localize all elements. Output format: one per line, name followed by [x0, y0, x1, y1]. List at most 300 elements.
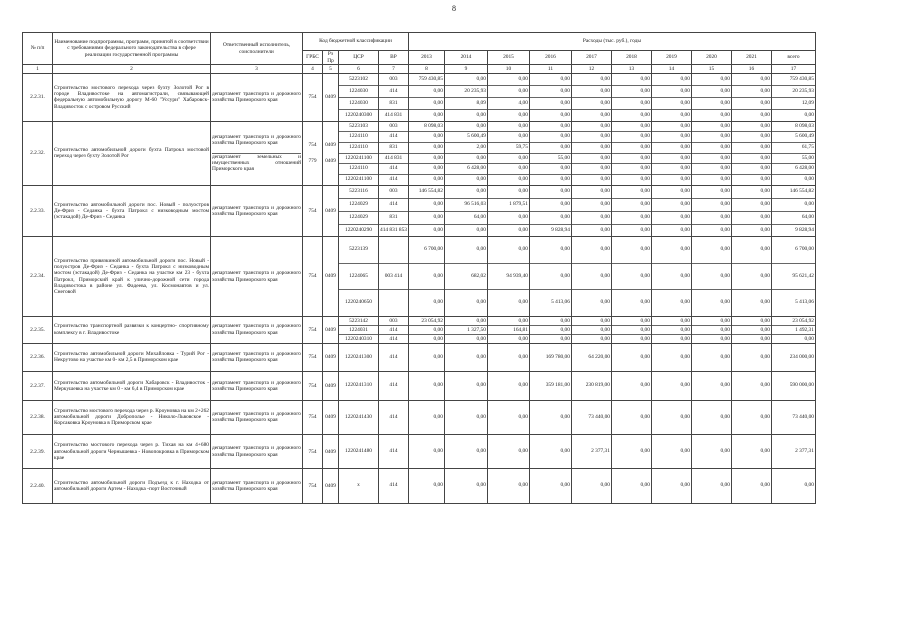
cell-value: 0,00: [488, 132, 529, 143]
cell-value: 55,00: [772, 154, 815, 165]
cell-value: 0,00: [518, 447, 528, 454]
cell-value: 0,00: [518, 353, 528, 360]
row-v2020: [691, 74, 731, 122]
row-v2019: [651, 434, 691, 468]
cell-value: 0,00: [409, 86, 444, 98]
cell-value: 0,00: [720, 176, 730, 183]
column-number: 16: [731, 65, 771, 74]
cell-value: 0,00: [680, 111, 690, 118]
cell-value: 590 000,00: [789, 382, 814, 389]
cell-value: 414 831: [384, 111, 403, 118]
cell-value: 0,00: [804, 482, 814, 489]
cell-value: 0,00: [732, 98, 771, 110]
cell-value: 0,00: [488, 74, 529, 86]
row-total: [771, 372, 815, 400]
cell-value: 0,00: [518, 176, 528, 183]
row-v2017: [571, 372, 611, 400]
row-total: [771, 316, 815, 343]
cell-value: 0,00: [600, 335, 610, 342]
cell-value: 0,00: [560, 111, 570, 118]
cell-value: 0,00: [518, 111, 528, 118]
cell-value: 0,00: [612, 237, 651, 263]
row-executor: [211, 316, 303, 343]
cell-value: 0,00: [804, 176, 814, 183]
rzpr-value: 0409: [325, 448, 336, 455]
cell-value: x: [357, 482, 360, 489]
row-v2013: [408, 237, 444, 316]
row-number: 2.2.33.: [23, 185, 53, 237]
cell-value: 0,00: [530, 199, 571, 212]
table-row: [23, 185, 816, 237]
row-v2013: [408, 121, 444, 185]
row-v2018: [611, 121, 651, 185]
row-v2016: [529, 121, 571, 185]
cell-value: 0,00: [640, 111, 650, 118]
cell-value: 414: [379, 132, 408, 143]
rzpr-value: 0409: [325, 273, 336, 280]
cell-value: 0,00: [518, 482, 528, 489]
row-grbs: [303, 372, 323, 400]
cell-value: 0,00: [433, 482, 443, 489]
cell-value: 95 621,42: [772, 264, 815, 290]
row-v2020: [691, 316, 731, 343]
cell-value: [379, 290, 408, 315]
cell-value: 0,00: [652, 317, 691, 326]
row-rzpr: [323, 121, 339, 185]
row-v2018: [611, 400, 651, 434]
cell-value: 0,00: [612, 98, 651, 110]
cell-value: 5223139: [339, 237, 378, 263]
row-number: 2.2.39.: [23, 434, 53, 468]
row-csr: [339, 316, 379, 343]
grbs-value: 754: [308, 448, 317, 455]
row-v2018: [611, 343, 651, 371]
cell-value: 0,00: [732, 143, 771, 154]
cell-value: 23 054,92: [772, 317, 815, 326]
cell-value: 0,00: [600, 482, 610, 489]
row-name: Строительство привязкиной автомобильной дороги пос. Новый - полуостров Де-Фриз - Седанка - бухта Патрокл с низководным мостом (эстакадой) Де-Фриз - Седанка на участке км 23 - бухта Патрокл, Приморский край к улично-дорожной сети города Владивостока в районе ул. Фадеева, ул. Космонавтов и ул. Снеговой: [53, 237, 211, 316]
cell-value: 0,00: [732, 199, 771, 212]
cell-value: 164,81: [488, 326, 529, 335]
row-v2017: [571, 316, 611, 343]
row-v2015: [487, 185, 529, 237]
cell-value: 0,00: [760, 482, 770, 489]
cell-value: 1224110: [339, 164, 378, 175]
cell-value: 1220240650: [345, 299, 372, 306]
row-v2017: [571, 469, 611, 503]
cell-value: 0,00: [409, 98, 444, 110]
cell-value: 0,00: [692, 264, 731, 290]
cell-value: 61,75: [772, 143, 815, 154]
row-v2017: [571, 121, 611, 185]
cell-value: 0,00: [572, 164, 611, 175]
row-vr: [379, 434, 409, 468]
cell-value: 0,00: [572, 264, 611, 290]
cell-value: 0,00: [433, 176, 443, 183]
cell-value: 0,00: [640, 413, 650, 420]
cell-value: 0,00: [433, 299, 443, 306]
cell-value: 0,00: [488, 122, 529, 133]
cell-value: 759 430,85: [409, 74, 444, 86]
cell-value: 414: [389, 382, 398, 389]
cell-value: 5 600,49: [772, 132, 815, 143]
cell-value: 0,00: [612, 199, 651, 212]
row-name: Строительство автомобильной дороги пос. Новый - полуостров Де-Фриз - Седанка - бухта Патрокл с низководным мостом (эстакадой) Де-Фриз - Седанка: [53, 185, 211, 237]
executor-text: департамент транспорта и дорожного хозяйства Приморского края: [212, 204, 301, 218]
header-executor: Ответственный исполнитель, соисполнители: [211, 33, 303, 65]
cell-value: 1220241100: [339, 154, 378, 165]
cell-value: 0,00: [692, 164, 731, 175]
cell-value: 94 939,40: [488, 264, 529, 290]
cell-value: 0,00: [732, 237, 771, 263]
cell-value: 0,00: [476, 413, 486, 420]
cell-value: 414: [389, 413, 398, 420]
cell-value: 0,00: [518, 335, 528, 342]
cell-value: 0,00: [572, 317, 611, 326]
column-number: 17: [771, 65, 815, 74]
cell-value: 0,00: [530, 164, 571, 175]
row-name: Строительство автомобильной дороги Михайловка - Турий Рог - Некрутово на участке км 0- км 2,5 в Приморском крае: [53, 343, 211, 371]
cell-value: 2,00: [445, 143, 487, 154]
table-row: [23, 121, 816, 185]
cell-value: 0,00: [488, 164, 529, 175]
row-v2015: [487, 434, 529, 468]
row-v2021: [731, 400, 771, 434]
row-v2014: [444, 372, 487, 400]
row-name: Строительство автомобильной дороги бухта Патрокл мостовой переход через бухту Золотой Рог: [53, 121, 211, 185]
column-number: 7: [379, 65, 409, 74]
cell-value: 96 516,03: [445, 199, 487, 212]
cell-value: 0,00: [445, 74, 487, 86]
cell-value: 359 181,00: [545, 382, 570, 389]
cell-value: 0,00: [680, 176, 690, 183]
cell-value: 0,00: [530, 317, 571, 326]
cell-value: 5 413,06: [795, 299, 814, 306]
cell-value: 0,00: [572, 237, 611, 263]
header-vr: ВР: [379, 51, 409, 65]
cell-value: 0,00: [652, 199, 691, 212]
table-row: [23, 343, 816, 371]
cell-value: 0,00: [488, 186, 529, 199]
cell-value: 0,00: [760, 299, 770, 306]
header-year: 2019: [651, 51, 691, 65]
cell-value: 0,00: [518, 413, 528, 420]
cell-value: 0,00: [445, 237, 487, 263]
table-row: [23, 372, 816, 400]
cell-value: 0,00: [433, 111, 443, 118]
cell-value: 5 413,06: [551, 299, 570, 306]
row-name: Строительство транспортной развязки к концертно- спортивному комплексу в г. Владивостоке: [53, 316, 211, 343]
row-number: 2.2.32.: [23, 121, 53, 185]
row-v2016: [529, 316, 571, 343]
cell-value: 2 377,31: [795, 447, 814, 454]
cell-value: 003: [379, 186, 408, 199]
row-executor: [211, 434, 303, 468]
cell-value: 0,00: [476, 299, 486, 306]
cell-value: 23 054,92: [409, 317, 444, 326]
row-v2017: [571, 434, 611, 468]
header-year: 2021: [731, 51, 771, 65]
header-num: № п/п: [23, 33, 53, 65]
cell-value: 0,00: [476, 226, 486, 233]
cell-value: 0,00: [732, 154, 771, 165]
cell-value: 0,00: [640, 447, 650, 454]
cell-value: 0,00: [409, 264, 444, 290]
cell-value: 0,00: [572, 212, 611, 225]
cell-value: 6 700,00: [409, 237, 444, 263]
cell-value: 0,00: [560, 413, 570, 420]
row-v2020: [691, 121, 731, 185]
row-v2015: [487, 343, 529, 371]
grbs-value: 754: [308, 326, 317, 333]
row-rzpr: [323, 185, 339, 237]
cell-value: 0,00: [530, 98, 571, 110]
row-total: [771, 74, 815, 122]
row-v2018: [611, 372, 651, 400]
rzpr-value: 0409: [325, 414, 336, 421]
row-v2021: [731, 237, 771, 316]
cell-value: 64 220,00: [588, 353, 610, 360]
cell-value: 1 492,31: [772, 326, 815, 335]
row-v2013: [408, 434, 444, 468]
cell-value: 1224031: [339, 326, 378, 335]
table-row: [23, 469, 816, 503]
row-v2020: [691, 185, 731, 237]
cell-value: 0,00: [692, 186, 731, 199]
cell-value: 1220241310: [345, 382, 372, 389]
header-rzpr: Рз Пр: [323, 51, 339, 65]
row-name: Строительство мостового перехода через р. Кроуновка на км 2+262 автомобильной дороги Добропольe - Николо-Львовское - Корсаковка Кроуновка в Приморском крае: [53, 400, 211, 434]
row-total: [771, 121, 815, 185]
cell-value: 682,02: [445, 264, 487, 290]
cell-value: 0,00: [476, 447, 486, 454]
row-v2016: [529, 74, 571, 122]
row-vr: [379, 343, 409, 371]
header-grbs: ГРБС: [303, 51, 323, 65]
row-v2015: [487, 121, 529, 185]
cell-value: 0,00: [572, 122, 611, 133]
cell-value: 0,00: [760, 353, 770, 360]
executor-text: департамент транспорта и дорожного хозяйства Приморского края: [212, 379, 301, 392]
row-v2016: [529, 469, 571, 503]
cell-value: 0,00: [692, 143, 731, 154]
cell-value: 0,00: [600, 111, 610, 118]
row-v2020: [691, 434, 731, 468]
cell-value: 0,00: [732, 74, 771, 86]
row-v2016: [529, 185, 571, 237]
column-number: 12: [571, 65, 611, 74]
cell-value: 5 600,49: [445, 132, 487, 143]
row-total: [771, 469, 815, 503]
cell-value: 0,00: [760, 382, 770, 389]
cell-value: 8 098,03: [409, 122, 444, 133]
cell-value: 1220241430: [345, 413, 372, 420]
page-number: 8: [452, 4, 456, 13]
cell-value: 6 428,00: [772, 164, 815, 175]
cell-value: 1220240290: [345, 226, 372, 233]
cell-value: 0,00: [680, 335, 690, 342]
cell-value: 4,00: [488, 98, 529, 110]
row-v2014: [444, 434, 487, 468]
grbs-value: 754: [308, 382, 317, 389]
cell-value: 831: [379, 98, 408, 110]
row-v2015: [487, 400, 529, 434]
cell-value: 0,00: [652, 98, 691, 110]
row-vr: [379, 372, 409, 400]
row-v2019: [651, 372, 691, 400]
cell-value: 1220240300: [345, 111, 372, 118]
cell-value: 0,00: [488, 237, 529, 263]
row-v2013: [408, 469, 444, 503]
cell-value: 0,00: [572, 143, 611, 154]
cell-value: 6 428,00: [445, 164, 487, 175]
row-v2018: [611, 185, 651, 237]
row-rzpr: [323, 237, 339, 316]
cell-value: 0,00: [640, 482, 650, 489]
cell-value: 414: [379, 164, 408, 175]
cell-value: 0,00: [760, 226, 770, 233]
cell-value: 0,00: [640, 382, 650, 389]
cell-value: 0,00: [530, 132, 571, 143]
cell-value: 0,00: [530, 326, 571, 335]
row-total: [771, 434, 815, 468]
cell-value: 0,00: [720, 299, 730, 306]
executor-text: департамент транспорта и дорожного хозяйства Приморского края: [212, 351, 301, 364]
executor-text: департамент транспорта и дорожного хозяйства Приморского края: [212, 410, 301, 424]
cell-value: 146 554,82: [409, 186, 444, 199]
cell-value: 6 700,00: [772, 237, 815, 263]
cell-value: 414: [389, 335, 398, 342]
cell-value: 0,00: [612, 86, 651, 98]
row-csr: [339, 343, 379, 371]
row-v2019: [651, 316, 691, 343]
row-total: [771, 237, 815, 316]
cell-value: 169 780,00: [545, 353, 570, 360]
row-vr: [379, 74, 409, 122]
cell-value: 414: [389, 447, 398, 454]
cell-value: 20 235,93: [772, 86, 815, 98]
row-executor: [211, 343, 303, 371]
cell-value: 0,00: [680, 482, 690, 489]
cell-value: 0,00: [612, 186, 651, 199]
grbs-value: 754: [308, 414, 317, 421]
row-v2021: [731, 121, 771, 185]
cell-value: 0,00: [720, 226, 730, 233]
row-csr: [339, 121, 379, 185]
row-v2020: [691, 400, 731, 434]
row-v2013: [408, 74, 444, 122]
cell-value: 1 879,51: [488, 199, 529, 212]
cell-value: 0,00: [488, 154, 529, 165]
cell-value: 0,00: [409, 132, 444, 143]
row-v2017: [571, 237, 611, 316]
rzpr-value: 0409: [325, 326, 336, 333]
cell-value: 0,00: [640, 353, 650, 360]
cell-value: 0,00: [572, 154, 611, 165]
row-v2015: [487, 74, 529, 122]
row-executor: [211, 400, 303, 434]
row-name: Строительство мостового перехода через р. Тихая на км 4+680 автомобильной дороги Чернышевка - Новопокровка в Приморском крае: [53, 434, 211, 468]
row-v2017: [571, 400, 611, 434]
cell-value: 0,00: [680, 226, 690, 233]
cell-value: 0,00: [652, 164, 691, 175]
cell-value: 0,00: [612, 74, 651, 86]
cell-value: 0,00: [680, 299, 690, 306]
executor-text: департамент транспорта и дорожного хозяйства Приморского края: [212, 323, 301, 336]
row-v2015: [487, 316, 529, 343]
header-year: всего: [771, 51, 815, 65]
cell-value: 0,00: [732, 164, 771, 175]
rzpr-value: 0409: [325, 482, 336, 489]
row-rzpr: [323, 400, 339, 434]
rzpr-value: 0409: [325, 354, 336, 361]
cell-value: 0,00: [732, 264, 771, 290]
rzpr-value: 0409: [325, 94, 336, 101]
cell-value: 0,00: [612, 143, 651, 154]
cell-value: 0,00: [560, 335, 570, 342]
header-expenses: Расходы (тыс. руб.), годы: [408, 33, 815, 51]
cell-value: 0,00: [433, 447, 443, 454]
column-number: 10: [487, 65, 529, 74]
row-v2020: [691, 343, 731, 371]
row-v2019: [651, 469, 691, 503]
row-v2019: [651, 237, 691, 316]
row-grbs: [303, 185, 323, 237]
cell-value: 0,00: [409, 154, 444, 165]
column-number: 6: [339, 65, 379, 74]
cell-value: 0,00: [720, 382, 730, 389]
grbs-value: 754: [308, 354, 317, 361]
cell-value: 1220240310: [345, 335, 372, 342]
cell-value: 0,00: [652, 74, 691, 86]
cell-value: 0,00: [640, 299, 650, 306]
cell-value: 5223116: [339, 186, 378, 199]
column-number: 13: [611, 65, 651, 74]
row-v2016: [529, 434, 571, 468]
cell-value: 0,00: [732, 186, 771, 199]
cell-value: 0,00: [760, 176, 770, 183]
cell-value: 73 440,00: [588, 413, 610, 420]
row-v2016: [529, 237, 571, 316]
row-v2021: [731, 372, 771, 400]
executor-text: департамент транспорта и дорожного хозяйства Приморского края: [212, 479, 301, 493]
cell-value: 414: [379, 199, 408, 212]
row-vr: [379, 185, 409, 237]
cell-value: 0,00: [652, 122, 691, 133]
row-v2018: [611, 469, 651, 503]
cell-value: 003 414: [379, 264, 408, 290]
row-v2021: [731, 469, 771, 503]
cell-value: 146 554,82: [772, 186, 815, 199]
cell-value: 0,00: [720, 353, 730, 360]
row-grbs: [303, 74, 323, 122]
grbs-value: 754: [308, 208, 317, 214]
cell-value: 0,00: [612, 164, 651, 175]
row-v2018: [611, 74, 651, 122]
cell-value: 0,00: [433, 353, 443, 360]
row-number: 2.2.34.: [23, 237, 53, 316]
cell-value: 0,00: [530, 122, 571, 133]
cell-value: 0,00: [600, 176, 610, 183]
row-v2020: [691, 237, 731, 316]
cell-value: 0,00: [640, 335, 650, 342]
row-v2016: [529, 343, 571, 371]
cell-value: 1224110: [339, 143, 378, 154]
row-v2020: [691, 469, 731, 503]
row-number: 2.2.35.: [23, 316, 53, 343]
header-year: 2020: [691, 51, 731, 65]
cell-value: 0,00: [732, 317, 771, 326]
